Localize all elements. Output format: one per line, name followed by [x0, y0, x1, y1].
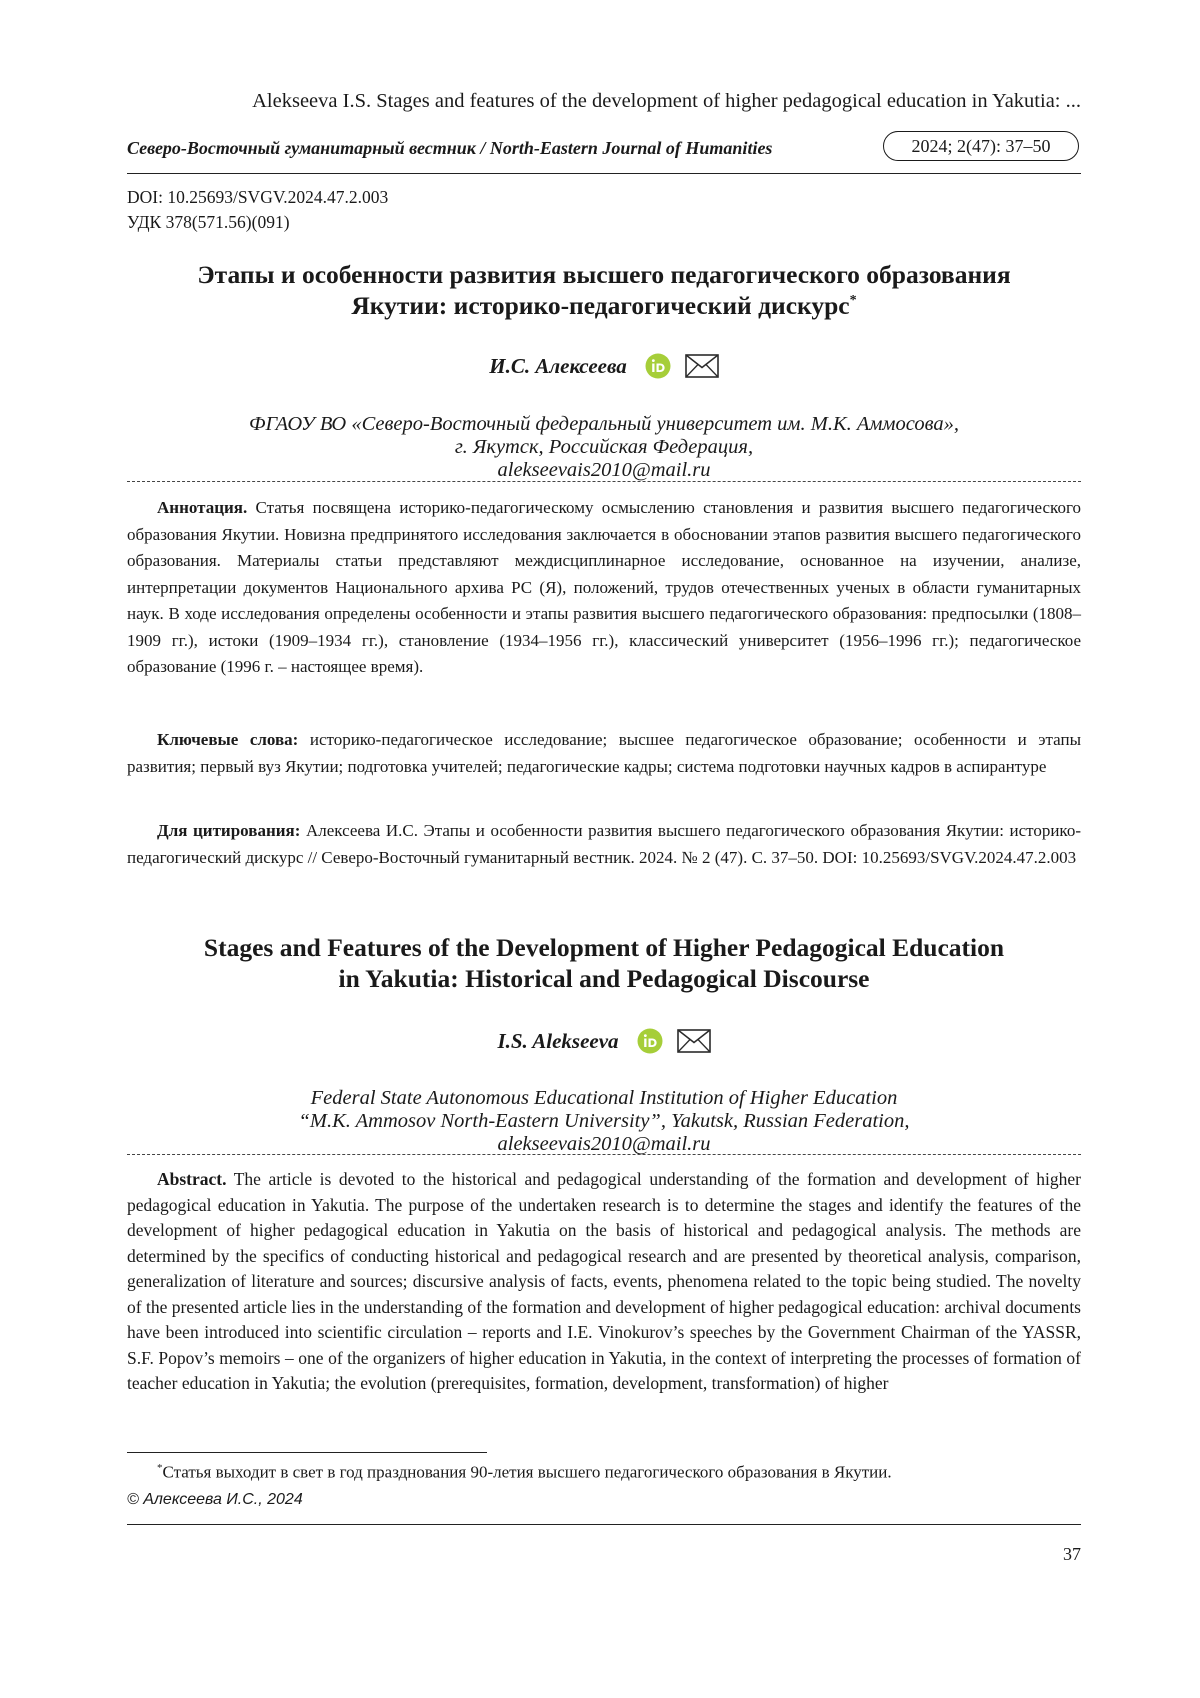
copyright: © Алексеева И.С., 2024: [127, 1491, 303, 1508]
mail-icon[interactable]: [677, 1029, 711, 1053]
ru-affiliation-line2: г. Якутск, Российская Федерация,: [454, 436, 754, 458]
keywords-label: Ключевые слова:: [157, 730, 299, 749]
citation-text: Алексеева И.С. Этапы и особенности развития высшего педагогического образования Якутии: историко-педагогический дискурс // Северо-Восточный гуманитарный вестник. 2024. № 2 (47). С. 37–50. DOI: 10.25693/SVGV.2024.47.2.003: [127, 821, 1081, 867]
ru-keywords: [127, 727, 1081, 780]
footnote: [157, 1462, 892, 1483]
page-number: 37: [1063, 1544, 1081, 1564]
en-dashed-divider: [127, 1154, 1081, 1155]
footer-divider: [127, 1524, 1081, 1525]
ru-email[interactable]: alekseevais2010@mail.ru: [497, 459, 711, 481]
title-footnote-mark: *: [849, 293, 857, 308]
en-title: [127, 932, 1081, 994]
orcid-icon[interactable]: [637, 1028, 663, 1054]
ru-title: [127, 259, 1081, 321]
orcid-icon[interactable]: [645, 353, 671, 379]
ru-citation: [127, 818, 1081, 871]
annotation-label: Аннотация.: [157, 498, 248, 517]
abstract-text: The article is devoted to the historical and pedagogical understanding of the formation and development of higher pedagogical education in Yakutia. The purpose of the undertaken research is to determine the stages and identify the features of the development of higher pedagogical education in Yakutia on the basis of historical and pedagogical analysis. The methods are determined by the specifics of conducting historical and pedagogical research and are presented by theoretical analysis, comparison, generalization of literature and sources; discursive analysis of facts, events, phenomena related to the topic being studied. The novelty of the presented article lies in the understanding of the formation and development of higher pedagogical education: archival documents have been introduced into scientific circulation – reports and I.E. Vinokurov’s speeches by the Government Chairman of the YASSR, S.F. Popov’s memoirs – one of the organizers of higher education in Yakutia, in the context of interpreting the processes of formation of teacher education in Yakutia; the evolution (prerequisites, formation, development, transformation) of higher: [127, 1169, 1082, 1393]
en-affiliation-line1: Federal State Autonomous Educational Institution of Higher Education: [310, 1087, 898, 1109]
en-affiliation-line2: “M.K. Ammosov North-Eastern University”, Yakutsk, Russian Federation,: [298, 1110, 910, 1132]
ru-title-line1: Этапы и особенности развития высшего педагогического образования: [197, 260, 1011, 289]
abstract-label: Abstract.: [157, 1169, 227, 1189]
footnote-mark: *: [157, 1462, 163, 1474]
doi: DOI: 10.25693/SVGV.2024.47.2.003: [127, 187, 389, 207]
ru-title-line2-text: Якутии: историко-педагогический дискурс: [351, 291, 850, 320]
ru-affiliation-line1: ФГАОУ ВО «Северо-Восточный федеральный университет им. М.К. Аммосова»,: [248, 413, 959, 435]
footnote-divider: [127, 1452, 487, 1453]
citation-label: Для цитирования:: [157, 821, 301, 840]
en-author-line: [127, 1028, 1081, 1054]
ru-dashed-divider: [127, 481, 1081, 482]
journal-header: [127, 131, 1081, 167]
journal-name: Северо-Восточный гуманитарный вестник / North-Eastern Journal of Humanities: [127, 138, 773, 158]
en-title-line2: in Yakutia: Historical and Pedagogical Discourse: [338, 964, 870, 993]
footnote-text: Статья выходит в свет в год празднования 90-летия высшего педагогического образования в Якутии.: [162, 1462, 892, 1482]
mail-icon[interactable]: [685, 354, 719, 378]
keywords-text: историко-педагогическое исследование; высшее педагогическое образование; особенности и этапы развития; первый вуз Якутии; подготовка учителей; педагогические кадры; система подготовки научных кадров в аспирантуре: [127, 730, 1081, 776]
annotation-text: Статья посвящена историко-педагогическому осмыслению становления и развития высшего педагогического образования Якутии. Новизна предпринятого исследования заключается в обосновании этапов развития высшего педагогического образования. Материалы статьи представляют междисциплинарное исследование, основанное на изучении, анализе, интерпретации документов Национального архива РС (Я), положений, трудов отечественных ученых в области гуманитарных наук. В ходе исследования определены особенности и этапы развития высшего педагогического образования: предпосылки (1808–1909 гг.), истоки (1909–1934 гг.), становление (1934–1956 гг.), классический университет (1956–1996 гг.); педагогическое образование (1996 г. – настоящее время).: [127, 498, 1081, 676]
ru-affiliation: [127, 413, 1081, 482]
ru-annotation: [127, 495, 1081, 681]
ru-author: И.С. Алексеева: [489, 353, 627, 378]
en-email[interactable]: alekseevais2010@mail.ru: [497, 1133, 711, 1155]
header-divider: [127, 173, 1081, 174]
ru-author-line: [127, 353, 1081, 379]
ru-title-line2: [127, 290, 1081, 321]
en-affiliation: [127, 1087, 1081, 1156]
en-abstract: [127, 1167, 1081, 1397]
udk: УДК 378(571.56)(091): [127, 212, 290, 232]
en-title-line1: Stages and Features of the Development of Higher Pedagogical Education: [203, 933, 1005, 962]
en-author: I.S. Alekseeva: [497, 1028, 619, 1053]
issue-badge: 2024; 2(47): 37–50: [883, 131, 1079, 161]
running-title: Alekseeva I.S. Stages and features of the development of higher pedagogical education in Yakutia: ...: [252, 90, 1081, 112]
